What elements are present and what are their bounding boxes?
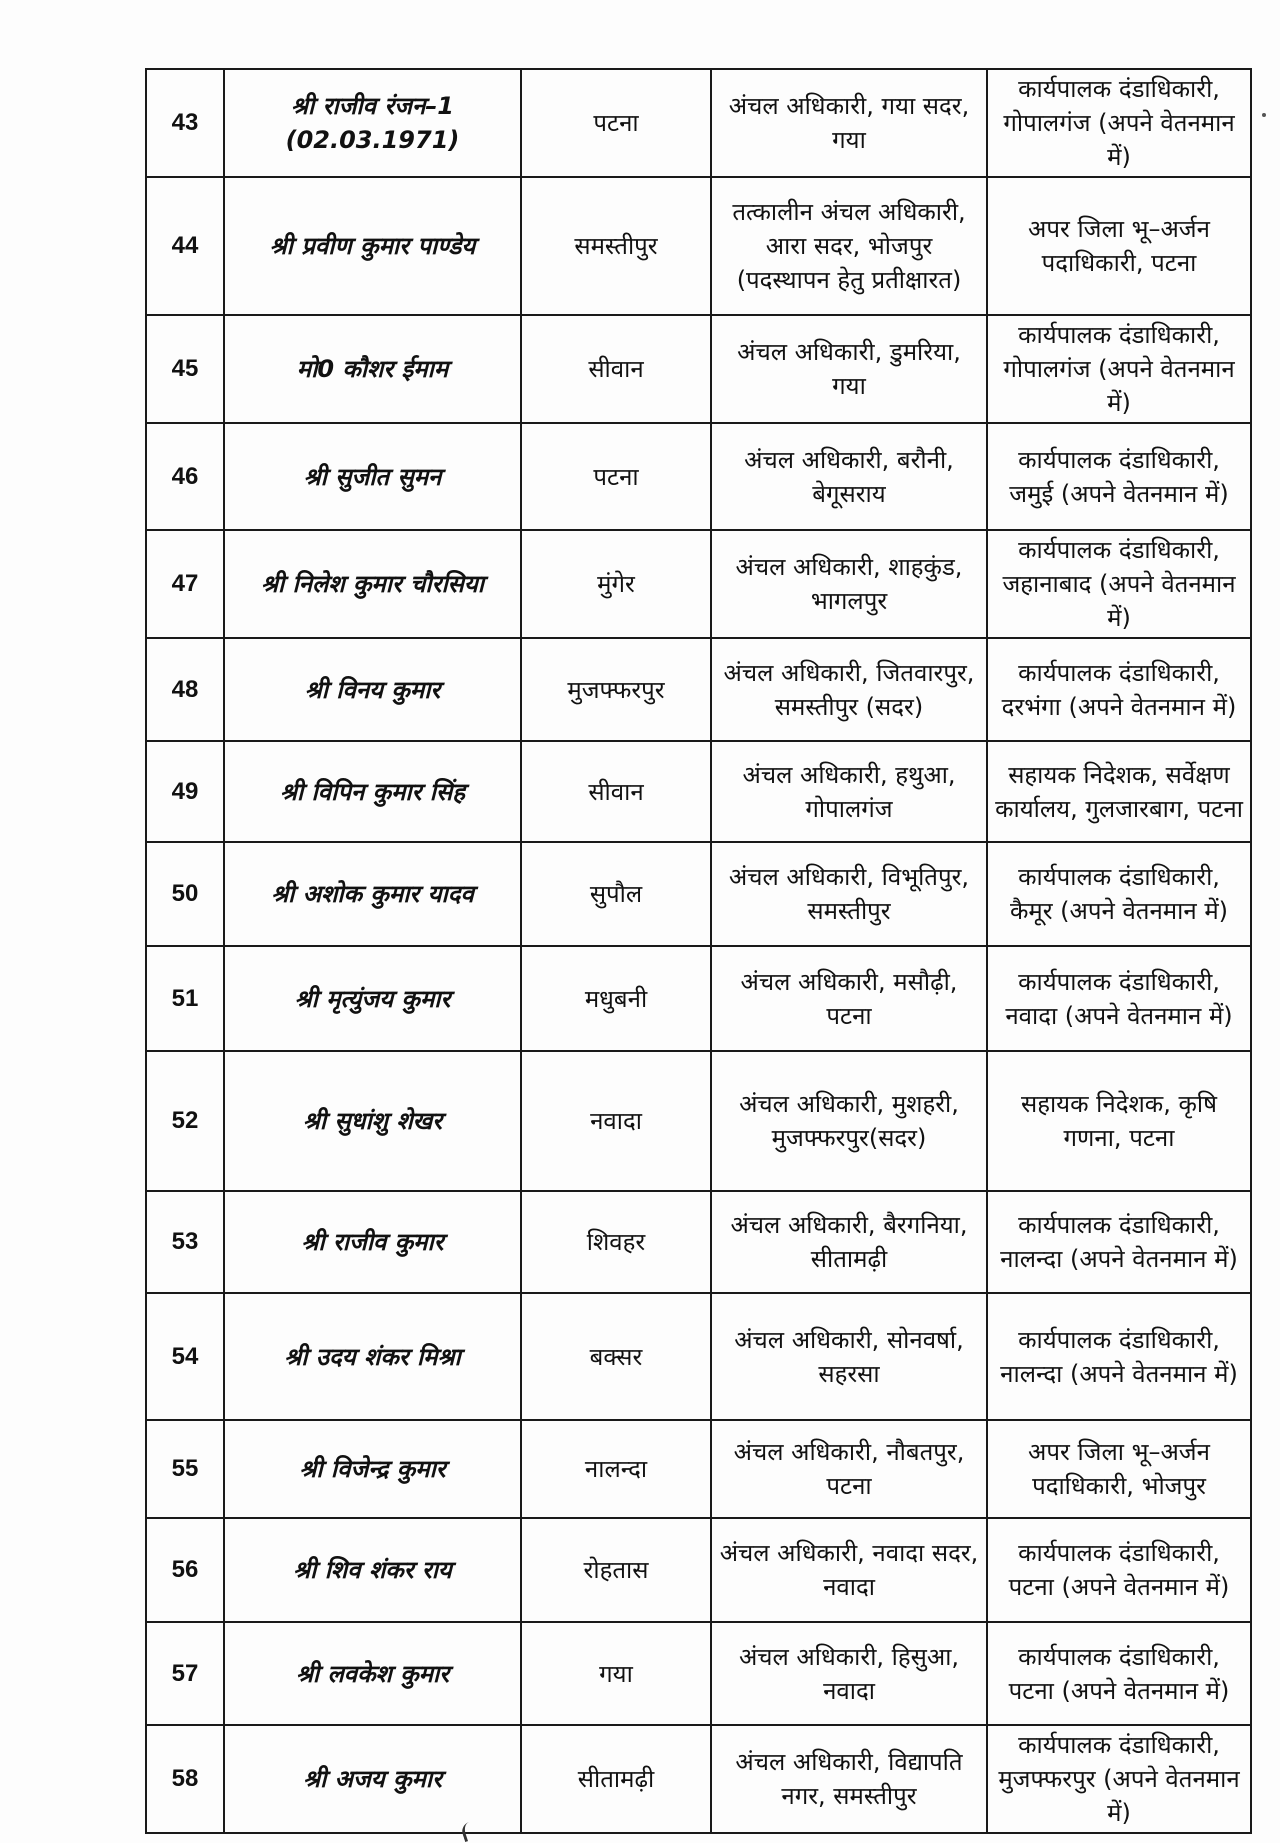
home-district-cell: सीवान — [521, 741, 711, 842]
serial-number-cell: 58 — [146, 1725, 224, 1833]
serial-number-cell: 49 — [146, 741, 224, 842]
home-district-cell: गया — [521, 1622, 711, 1725]
home-district-cell: पटना — [521, 69, 711, 177]
current-posting-cell: अंचल अधिकारी, सोनवर्षा, सहरसा — [711, 1293, 987, 1420]
home-district-cell: पटना — [521, 423, 711, 530]
table-row — [146, 1622, 1251, 1725]
officer-name-cell: श्री विजेन्द्र कुमार — [224, 1420, 521, 1518]
officer-name-cell: श्री सुधांशु शेखर — [224, 1051, 521, 1191]
new-posting-cell: कार्यपालक दंडाधिकारी, नवादा (अपने वेतनमान में) — [987, 946, 1251, 1051]
table-row — [146, 423, 1251, 530]
serial-number-cell: 54 — [146, 1293, 224, 1420]
current-posting-cell: अंचल अधिकारी, नौबतपुर, पटना — [711, 1420, 987, 1518]
table-row — [146, 1191, 1251, 1293]
new-posting-cell: कार्यपालक दंडाधिकारी, नालन्दा (अपने वेतनमान में) — [987, 1191, 1251, 1293]
new-posting-cell: सहायक निदेशक, कृषि गणना, पटना — [987, 1051, 1251, 1191]
current-posting-cell: अंचल अधिकारी, शाहकुंड, भागलपुर — [711, 530, 987, 638]
table-row — [146, 741, 1251, 842]
officer-name-cell: श्री विपिन कुमार सिंह — [224, 741, 521, 842]
table-row — [146, 842, 1251, 946]
table-row — [146, 1051, 1251, 1191]
table-row — [146, 946, 1251, 1051]
new-posting-cell: सहायक निदेशक, सर्वेक्षण कार्यालय, गुलजारबाग, पटना — [987, 741, 1251, 842]
new-posting-cell: कार्यपालक दंडाधिकारी, गोपालगंज (अपने वेतनमान में) — [987, 315, 1251, 423]
table-row — [146, 1518, 1251, 1622]
officer-name-cell: श्री विनय कुमार — [224, 638, 521, 741]
current-posting-cell: अंचल अधिकारी, मुशहरी, मुजफ्फरपुर(सदर) — [711, 1051, 987, 1191]
new-posting-cell: कार्यपालक दंडाधिकारी, गोपालगंज (अपने वेतनमान में) — [987, 69, 1251, 177]
new-posting-cell: कार्यपालक दंडाधिकारी, पटना (अपने वेतनमान में) — [987, 1622, 1251, 1725]
serial-number-cell: 45 — [146, 315, 224, 423]
home-district-cell: मधुबनी — [521, 946, 711, 1051]
home-district-cell: मुजफ्फरपुर — [521, 638, 711, 741]
officer-name-cell: श्री राजीव रंजन–1 (02.03.1971) — [224, 69, 521, 177]
serial-number-cell: 50 — [146, 842, 224, 946]
new-posting-cell: कार्यपालक दंडाधिकारी, दरभंगा (अपने वेतनमान में) — [987, 638, 1251, 741]
officer-name-cell: श्री उदय शंकर मिश्रा — [224, 1293, 521, 1420]
table-row — [146, 1420, 1251, 1518]
serial-number-cell: 52 — [146, 1051, 224, 1191]
transfer-table — [145, 68, 1252, 1834]
table-row — [146, 1725, 1251, 1833]
officer-name-cell: श्री सुजीत सुमन — [224, 423, 521, 530]
table-row — [146, 1293, 1251, 1420]
home-district-cell: समस्तीपुर — [521, 177, 711, 315]
new-posting-cell: कार्यपालक दंडाधिकारी, नालन्दा (अपने वेतनमान में) — [987, 1293, 1251, 1420]
officer-name-cell: श्री प्रवीण कुमार पाण्डेय — [224, 177, 521, 315]
new-posting-cell: कार्यपालक दंडाधिकारी, जमुई (अपने वेतनमान में) — [987, 423, 1251, 530]
officer-name-cell: श्री शिव शंकर राय — [224, 1518, 521, 1622]
new-posting-cell: कार्यपालक दंडाधिकारी, मुजफ्फरपुर (अपने वेतनमान में) — [987, 1725, 1251, 1833]
officer-name-cell: श्री अशोक कुमार यादव — [224, 842, 521, 946]
current-posting-cell: अंचल अधिकारी, मसौढ़ी, पटना — [711, 946, 987, 1051]
table-row — [146, 177, 1251, 315]
home-district-cell: नवादा — [521, 1051, 711, 1191]
table-row — [146, 530, 1251, 638]
current-posting-cell: अंचल अधिकारी, बैरगनिया, सीतामढ़ी — [711, 1191, 987, 1293]
current-posting-cell: तत्कालीन अंचल अधिकारी, आरा सदर, भोजपुर (पदस्थापन हेतु प्रतीक्षारत) — [711, 177, 987, 315]
serial-number-cell: 55 — [146, 1420, 224, 1518]
serial-number-cell: 47 — [146, 530, 224, 638]
home-district-cell: सुपौल — [521, 842, 711, 946]
current-posting-cell: अंचल अधिकारी, बरौनी, बेगूसराय — [711, 423, 987, 530]
new-posting-cell: कार्यपालक दंडाधिकारी, पटना (अपने वेतनमान में) — [987, 1518, 1251, 1622]
serial-number-cell: 53 — [146, 1191, 224, 1293]
new-posting-cell: अपर जिला भू–अर्जन पदाधिकारी, पटना — [987, 177, 1251, 315]
table-row — [146, 69, 1251, 177]
current-posting-cell: अंचल अधिकारी, विभूतिपुर, समस्तीपुर — [711, 842, 987, 946]
current-posting-cell: अंचल अधिकारी, जितवारपुर, समस्तीपुर (सदर) — [711, 638, 987, 741]
officer-name-cell: श्री अजय कुमार — [224, 1725, 521, 1833]
serial-number-cell: 51 — [146, 946, 224, 1051]
current-posting-cell: अंचल अधिकारी, हथुआ, गोपालगंज — [711, 741, 987, 842]
serial-number-cell: 48 — [146, 638, 224, 741]
officer-name-cell: श्री राजीव कुमार — [224, 1191, 521, 1293]
home-district-cell: नालन्दा — [521, 1420, 711, 1518]
home-district-cell: शिवहर — [521, 1191, 711, 1293]
home-district-cell: सीवान — [521, 315, 711, 423]
current-posting-cell: अंचल अधिकारी, डुमरिया, गया — [711, 315, 987, 423]
home-district-cell: मुंगेर — [521, 530, 711, 638]
officer-name-cell: श्री निलेश कुमार चौरसिया — [224, 530, 521, 638]
new-posting-cell: अपर जिला भू–अर्जन पदाधिकारी, भोजपुर — [987, 1420, 1251, 1518]
serial-number-cell: 56 — [146, 1518, 224, 1622]
serial-number-cell: 57 — [146, 1622, 224, 1725]
table-row — [146, 638, 1251, 741]
serial-number-cell: 46 — [146, 423, 224, 530]
officer-name-cell: श्री लवकेश कुमार — [224, 1622, 521, 1725]
home-district-cell: रोहतास — [521, 1518, 711, 1622]
current-posting-cell: अंचल अधिकारी, हिसुआ, नवादा — [711, 1622, 987, 1725]
serial-number-cell: 44 — [146, 177, 224, 315]
serial-number-cell: 43 — [146, 69, 224, 177]
scan-speck — [1262, 113, 1266, 117]
current-posting-cell: अंचल अधिकारी, विद्यापति नगर, समस्तीपुर — [711, 1725, 987, 1833]
officer-name-cell: मो0 कौशर ईमाम — [224, 315, 521, 423]
new-posting-cell: कार्यपालक दंडाधिकारी, जहानाबाद (अपने वेतनमान में) — [987, 530, 1251, 638]
table-row — [146, 315, 1251, 423]
home-district-cell: बक्सर — [521, 1293, 711, 1420]
officer-name-cell: श्री मृत्युंजय कुमार — [224, 946, 521, 1051]
current-posting-cell: अंचल अधिकारी, नवादा सदर, नवादा — [711, 1518, 987, 1622]
new-posting-cell: कार्यपालक दंडाधिकारी, कैमूर (अपने वेतनमान में) — [987, 842, 1251, 946]
current-posting-cell: अंचल अधिकारी, गया सदर, गया — [711, 69, 987, 177]
home-district-cell: सीतामढ़ी — [521, 1725, 711, 1833]
